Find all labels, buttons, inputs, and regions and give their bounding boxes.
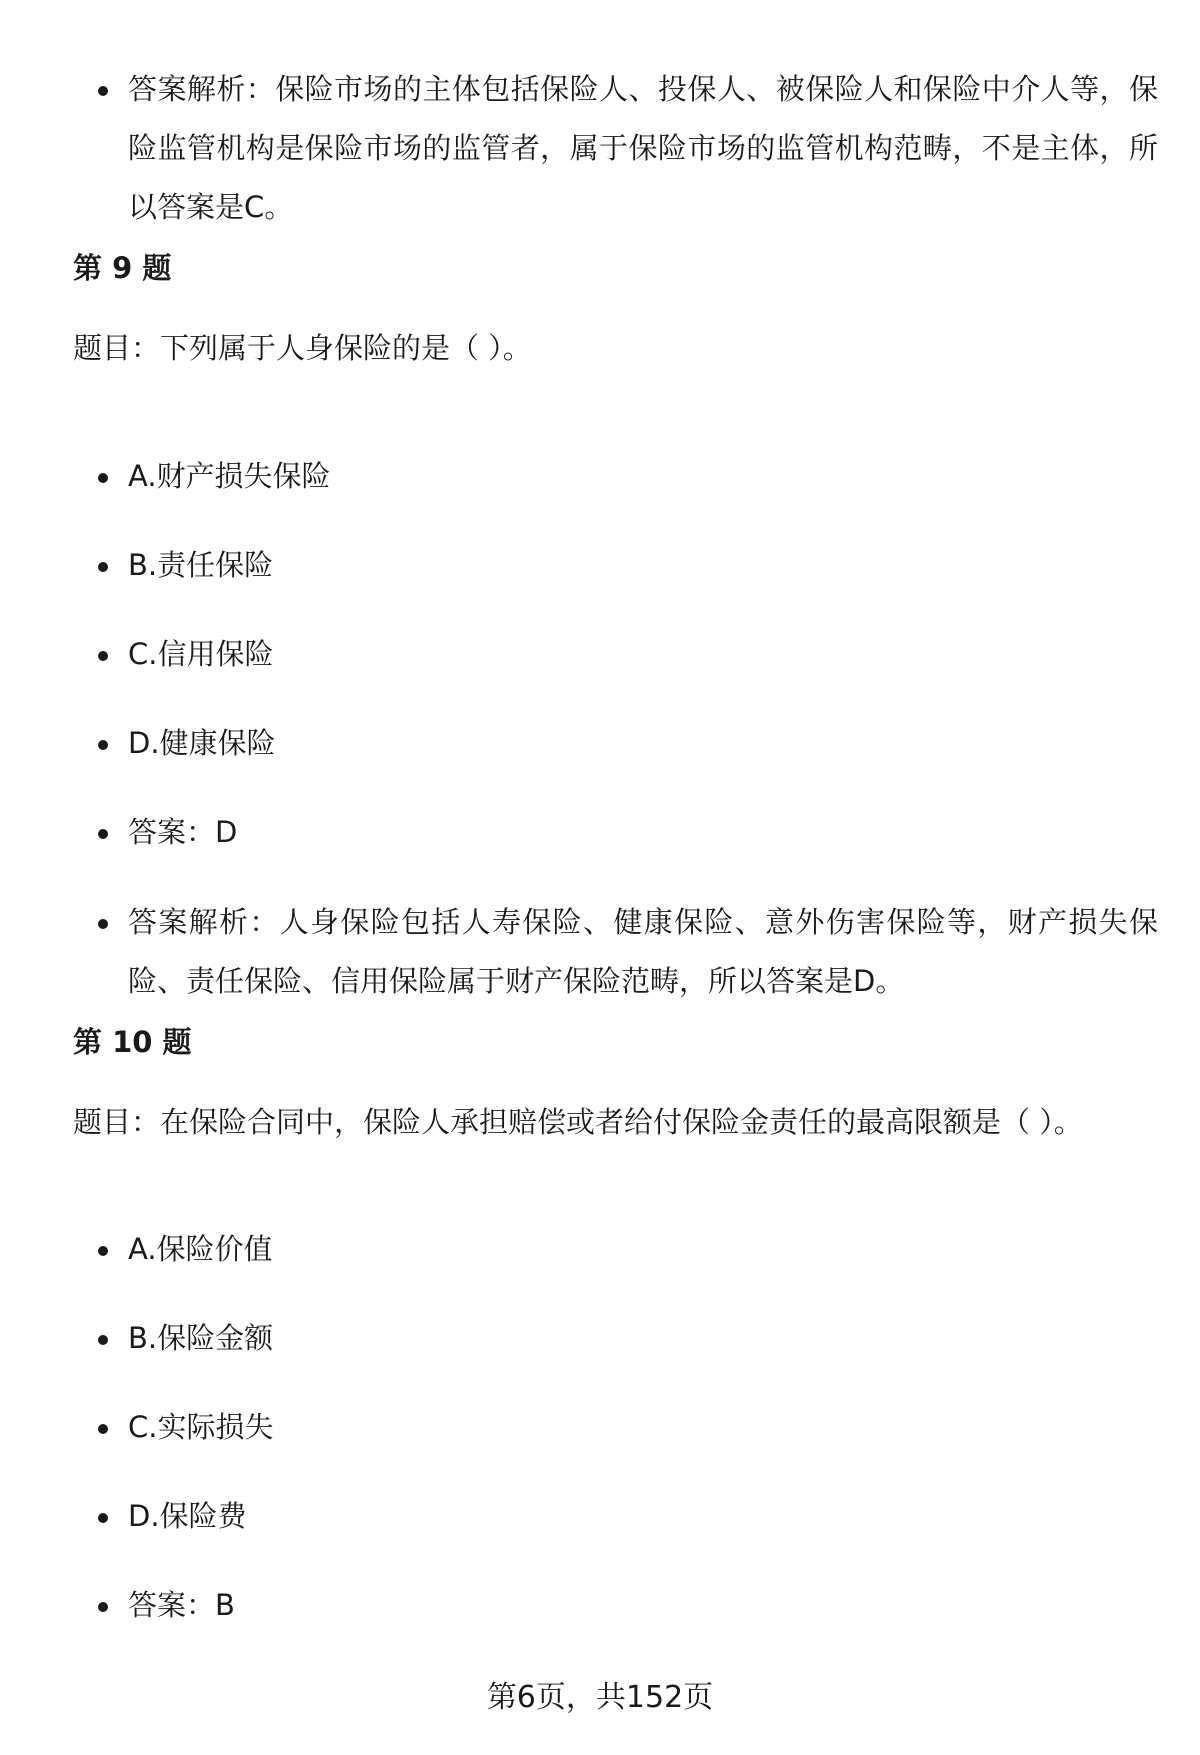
q9-heading: 第 9 题: [73, 251, 172, 285]
q8-analysis-text: 答案解析：保险市场的主体包括保险人、投保人、被保险人和保险中介人等，保险监管机构是保险市场的监管者，属于保险市场的监管机构范畴，不是主体，所以答案是C。: [128, 72, 1158, 224]
q10-option-b-text: B.保险金额: [128, 1321, 274, 1355]
q10-heading: 第 10 题: [73, 1025, 192, 1059]
q9-analysis-text: 答案解析：人身保险包括人寿保险、健康保险、意外伤害保险等，财产损失保险、责任保险、信用保险属于财产保险范畴，所以答案是D。: [128, 905, 1158, 998]
q9-option-d-text: D.健康保险: [128, 726, 276, 760]
q9-option-d: [98, 714, 1158, 773]
q9-answer: [98, 803, 1158, 862]
q10-option-b: [98, 1309, 1158, 1368]
q10-option-d: [98, 1487, 1158, 1546]
q10-option-d-text: D.保险费: [128, 1499, 247, 1533]
q9-option-a: [98, 447, 1158, 506]
q9-option-b-text: B.责任保险: [128, 548, 274, 582]
page-number: 第6页，共152页: [486, 1680, 714, 1715]
q10-option-c: [98, 1398, 1158, 1457]
q10-option-a-text: A.保险价值: [128, 1232, 273, 1266]
q8-analysis: [98, 60, 1158, 237]
q9-option-b: [98, 536, 1158, 595]
q9-option-a-text: A.财产损失保险: [128, 459, 331, 493]
q9-answer-text: 答案：D: [128, 815, 238, 849]
q10-answer-text: 答案：B: [128, 1588, 235, 1622]
q9-analysis: [98, 893, 1158, 1011]
q10-answer: [98, 1576, 1158, 1635]
q9-option-c: [98, 625, 1158, 684]
q10-option-a: [98, 1220, 1158, 1279]
q9-option-c-text: C.信用保险: [128, 637, 274, 671]
q9-stem: 题目：下列属于人身保险的是（ ）。: [73, 331, 532, 365]
q10-stem: 题目：在保险合同中，保险人承担赔偿或者给付保险金责任的最高限额是（ ）。: [73, 1105, 1083, 1139]
q10-option-c-text: C.实际损失: [128, 1410, 274, 1444]
